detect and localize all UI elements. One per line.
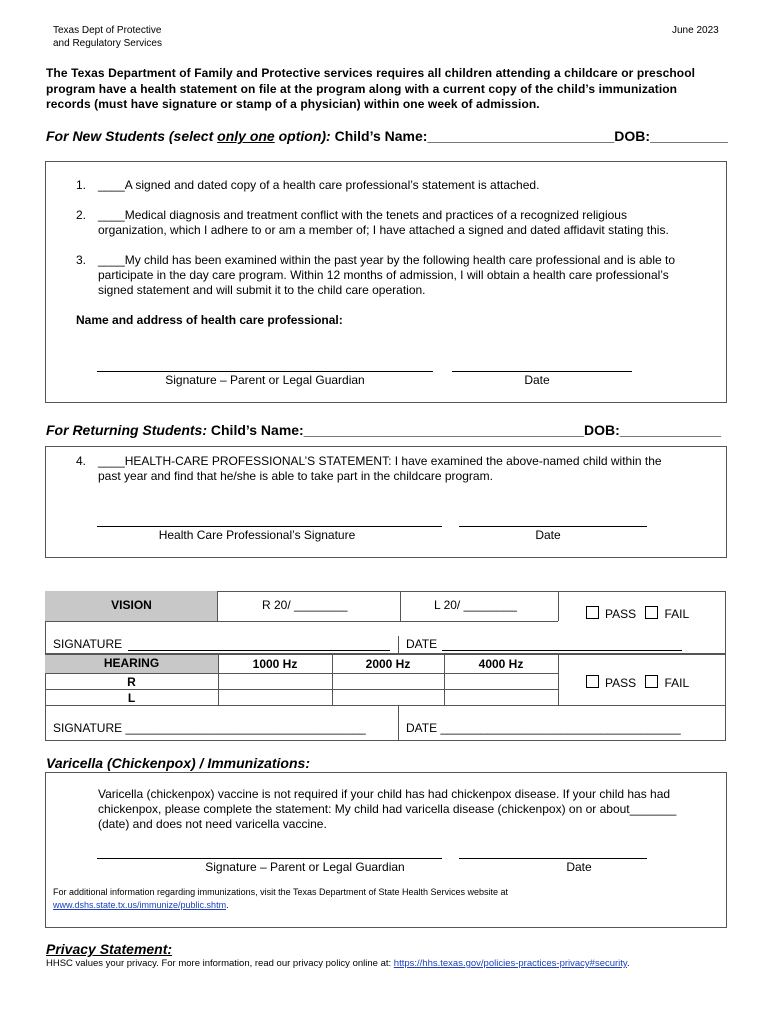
form-date: June 2023 — [672, 25, 719, 36]
vision-pass-checkbox[interactable] — [586, 606, 599, 619]
agency-line-1: Texas Dept of Protective — [53, 25, 162, 36]
vision-pass-label: PASS — [605, 607, 637, 621]
vision-right-eye-field[interactable]: R 20/ ________ — [262, 598, 348, 612]
agency-line-2: and Regulatory Services — [53, 38, 162, 49]
option-2-line-2: organization, which I adhere to or am a member of; I have attached a signed and dated affidavit stating this. — [98, 223, 669, 237]
hearing-signature-field[interactable]: SIGNATURE ____________________________________ — [53, 721, 366, 735]
option-4[interactable] — [76, 454, 716, 486]
vision-row-bottom — [218, 621, 558, 622]
hearing-row-line-2 — [45, 689, 558, 690]
new-students-heading — [46, 128, 728, 144]
option-1[interactable] — [76, 178, 716, 208]
varicella-line-3: (date) and does not need varicella vaccine. — [98, 817, 327, 831]
returning-students-heading-text: For Returning Students: — [46, 422, 207, 438]
privacy-text: HHSC values your privacy. For more information, read our privacy policy online at: — [46, 958, 394, 969]
hearing-pass-checkbox[interactable] — [586, 675, 599, 688]
hcp-date-label: Date — [535, 528, 561, 542]
varicella-date-label: Date — [566, 860, 592, 874]
varicella-line-2[interactable]: chickenpox, please complete the statement: My child had varicella disease (chickenpox) on or about_______ — [98, 802, 677, 816]
parent-date-line[interactable] — [452, 371, 632, 372]
option-3-line-1: ____My child has been examined within the past year by the following health care professional and is able to — [98, 253, 676, 267]
option-1-text: ____A signed and dated copy of a health care professional’s statement is attached. — [98, 178, 540, 192]
privacy-statement — [46, 958, 630, 969]
option-2-line-1: ____Medical diagnosis and treatment conflict with the tenets and practices of a recognized religious — [98, 208, 627, 222]
privacy-policy-link[interactable]: https://hhs.texas.gov/policies-practices-privacy#security — [393, 958, 627, 969]
new-students-heading-pre: For New Students (select — [46, 128, 218, 144]
varicella-date-line[interactable] — [459, 858, 647, 859]
vision-signature-label: SIGNATURE — [53, 637, 123, 651]
intro-line-2: program have a health statement on file at the program along with a current copy of the child’s immunization — [46, 81, 678, 96]
hearing-freq-4000: 4000 Hz — [478, 657, 524, 671]
hearing-freq-2000: 2000 Hz — [365, 657, 411, 671]
parent-signature-line[interactable] — [97, 371, 433, 372]
hearing-col-line-4 — [558, 655, 559, 705]
vision-label: VISION — [111, 598, 152, 612]
option-3-line-3: signed statement and will submit it to the child care operation. — [98, 283, 426, 297]
hearing-fail-label: FAIL — [664, 676, 690, 690]
intro-paragraph — [46, 66, 695, 113]
intro-line-3: records (must have signature or stamp of a physician) within one week of admission. — [46, 97, 540, 111]
hearing-right-ear-label: R — [127, 675, 136, 689]
returning-child-name-dob-field[interactable]: Child’s Name:____________________________________DOB:_____________ — [207, 422, 722, 438]
hearing-sig-divider — [398, 705, 399, 741]
option-3-number: 3. — [76, 253, 87, 267]
vision-left-eye-field[interactable]: L 20/ ________ — [434, 598, 517, 612]
hcp-signature-label: Health Care Professional’s Signature — [158, 528, 356, 542]
agency-name — [53, 24, 162, 50]
vision-fail-checkbox[interactable] — [645, 606, 658, 619]
new-child-name-dob-field[interactable]: Child’s Name:________________________DOB:__________ — [334, 128, 728, 144]
varicella-line-1: Varicella (chickenpox) vaccine is not required if your child has had chickenpox disease. If your child has had — [98, 787, 671, 801]
hcp-signature-line[interactable] — [97, 526, 442, 527]
privacy-heading: Privacy Statement: — [46, 941, 173, 957]
hearing-row-line-3 — [45, 705, 726, 706]
option-4-number: 4. — [76, 454, 87, 468]
hearing-freq-1000: 1000 Hz — [252, 657, 298, 671]
hcp-date-line[interactable] — [459, 526, 647, 527]
vision-fail-label: FAIL — [664, 607, 690, 621]
varicella-signature-line[interactable] — [97, 858, 442, 859]
parent-signature-label: Signature – Parent or Legal Guardian — [165, 373, 365, 387]
option-4-line-2: past year and find that he/she is able to take part in the childcare program. — [98, 469, 493, 483]
intro-line-1: The Texas Department of Family and Protective services requires all children attending a childcare or preschool — [46, 66, 696, 80]
varicella-heading: Varicella (Chickenpox) / Immunizations: — [46, 755, 310, 771]
vision-pass-fail — [586, 606, 689, 622]
vision-divider-right — [558, 591, 559, 621]
hearing-label: HEARING — [103, 656, 160, 670]
immunization-info — [53, 886, 508, 912]
vision-divider — [400, 591, 401, 621]
privacy-end: . — [626, 958, 630, 969]
varicella-signature-label: Signature – Parent or Legal Guardian — [205, 860, 405, 874]
option-2[interactable] — [76, 208, 716, 253]
hearing-pass-label: PASS — [605, 676, 637, 690]
option-1-number: 1. — [76, 178, 87, 192]
dshs-immunize-link[interactable]: www.dshs.state.tx.us/immunize/public.shtm — [53, 900, 227, 910]
option-3-line-2: participate in the day care program. Within 12 months of admission, I will obtain a health care professional’s — [98, 268, 669, 282]
vision-date-label: DATE — [406, 637, 438, 651]
hearing-fail-checkbox[interactable] — [645, 675, 658, 688]
hearing-row-line-1 — [45, 673, 558, 674]
hearing-pass-fail — [586, 675, 689, 691]
immunization-info-end: . — [226, 900, 229, 910]
vision-signature-line[interactable] — [128, 650, 390, 651]
hearing-left-ear-label: L — [127, 691, 136, 705]
new-students-options — [76, 178, 716, 328]
option-3[interactable] — [76, 253, 716, 313]
new-students-heading-underline: only one — [217, 128, 275, 144]
parent-date-label: Date — [524, 373, 550, 387]
vision-row-bottom-left — [45, 621, 218, 622]
new-students-heading-post: option): — [274, 128, 335, 144]
option-2-number: 2. — [76, 208, 87, 222]
option-4-line-1: ____HEALTH-CARE PROFESSIONAL’S STATEMENT: I have examined the above-named child within the — [98, 454, 662, 468]
hearing-date-field[interactable]: DATE ____________________________________ — [406, 721, 681, 735]
immunization-info-text: For additional information regarding immunizations, visit the Texas Department of State Health Services website at — [53, 887, 509, 897]
vision-date-line[interactable] — [442, 650, 682, 651]
returning-students-heading — [46, 422, 721, 438]
hcp-name-address-label: Name and address of health care professional: — [76, 313, 343, 327]
varicella-statement — [98, 787, 676, 832]
